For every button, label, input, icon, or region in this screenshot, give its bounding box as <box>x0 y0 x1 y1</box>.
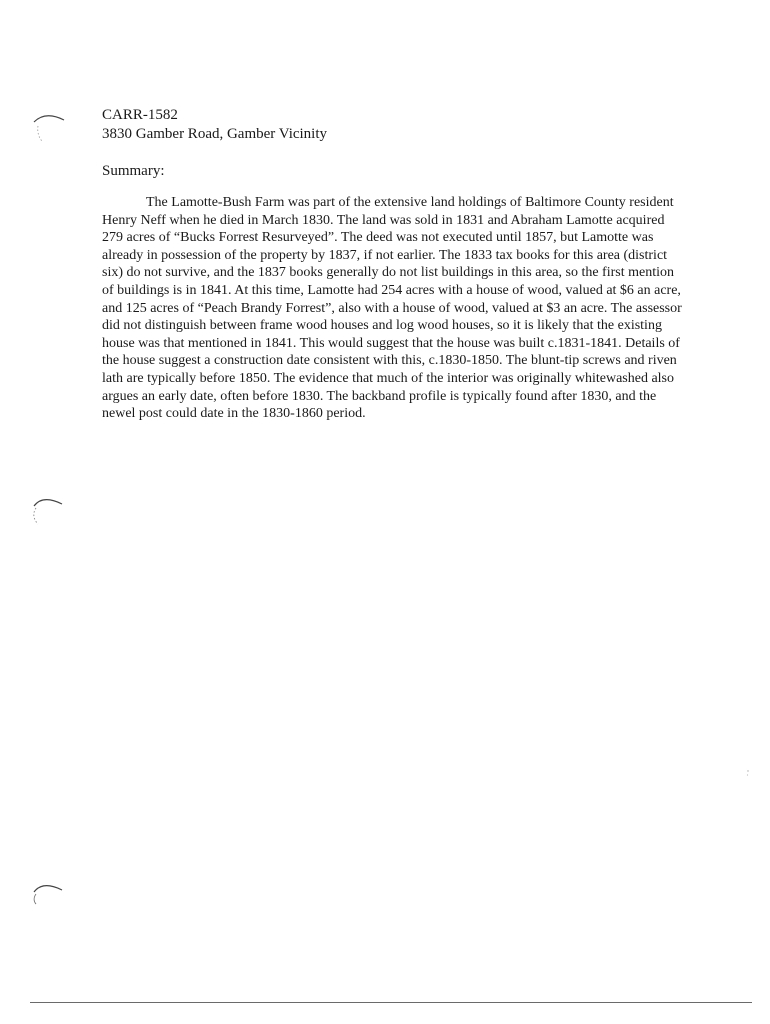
bottom-rule <box>30 1002 752 1003</box>
scan-speck <box>745 766 751 776</box>
inventory-id: CARR-1582 <box>102 107 178 123</box>
punch-hole-mark <box>26 876 66 916</box>
punch-hole-mark <box>26 490 66 530</box>
summary-heading: Summary: <box>102 163 165 179</box>
document-header <box>102 106 682 144</box>
summary-paragraph: The Lamotte-Bush Farm was part of the extensive land holdings of Baltimore County resident Henry Neff when he died in March 1830. The land was sold in 1831 and Abraham Lamotte acquired 279 acres of “Bucks Forrest Resurveyed”. The deed was not executed until 1857, but Lamotte was already in possession of the property by 1837, if not earlier. The 1833 tax books for this area (district six) do not survive, and the 1837 books generally do not list buildings in this area, so the first mention of buildings is in 1841. At this time, Lamotte had 254 acres with a house of wood, valued at $6 an acre, and 125 acres of “Peach Brandy Forrest”, also with a house of wood, valued at $3 an acre. The assessor did not distinguish between frame wood houses and log wood houses, so it is likely that the existing house was that mentioned in 1841. This would suggest that the house was built c.1831-1841. Details of the house suggest a construction date consistent with this, c.1830-1850. The blunt-tip screws and riven lath are typically before 1850. The evidence that much of the interior was originally whitewashed also argues an early date, often before 1830. The backband profile is typically found after 1830, and the newel post could date in the 1830-1860 period. <box>102 195 682 422</box>
punch-hole-mark <box>28 108 68 148</box>
property-address: 3830 Gamber Road, Gamber Vicinity <box>102 126 328 142</box>
